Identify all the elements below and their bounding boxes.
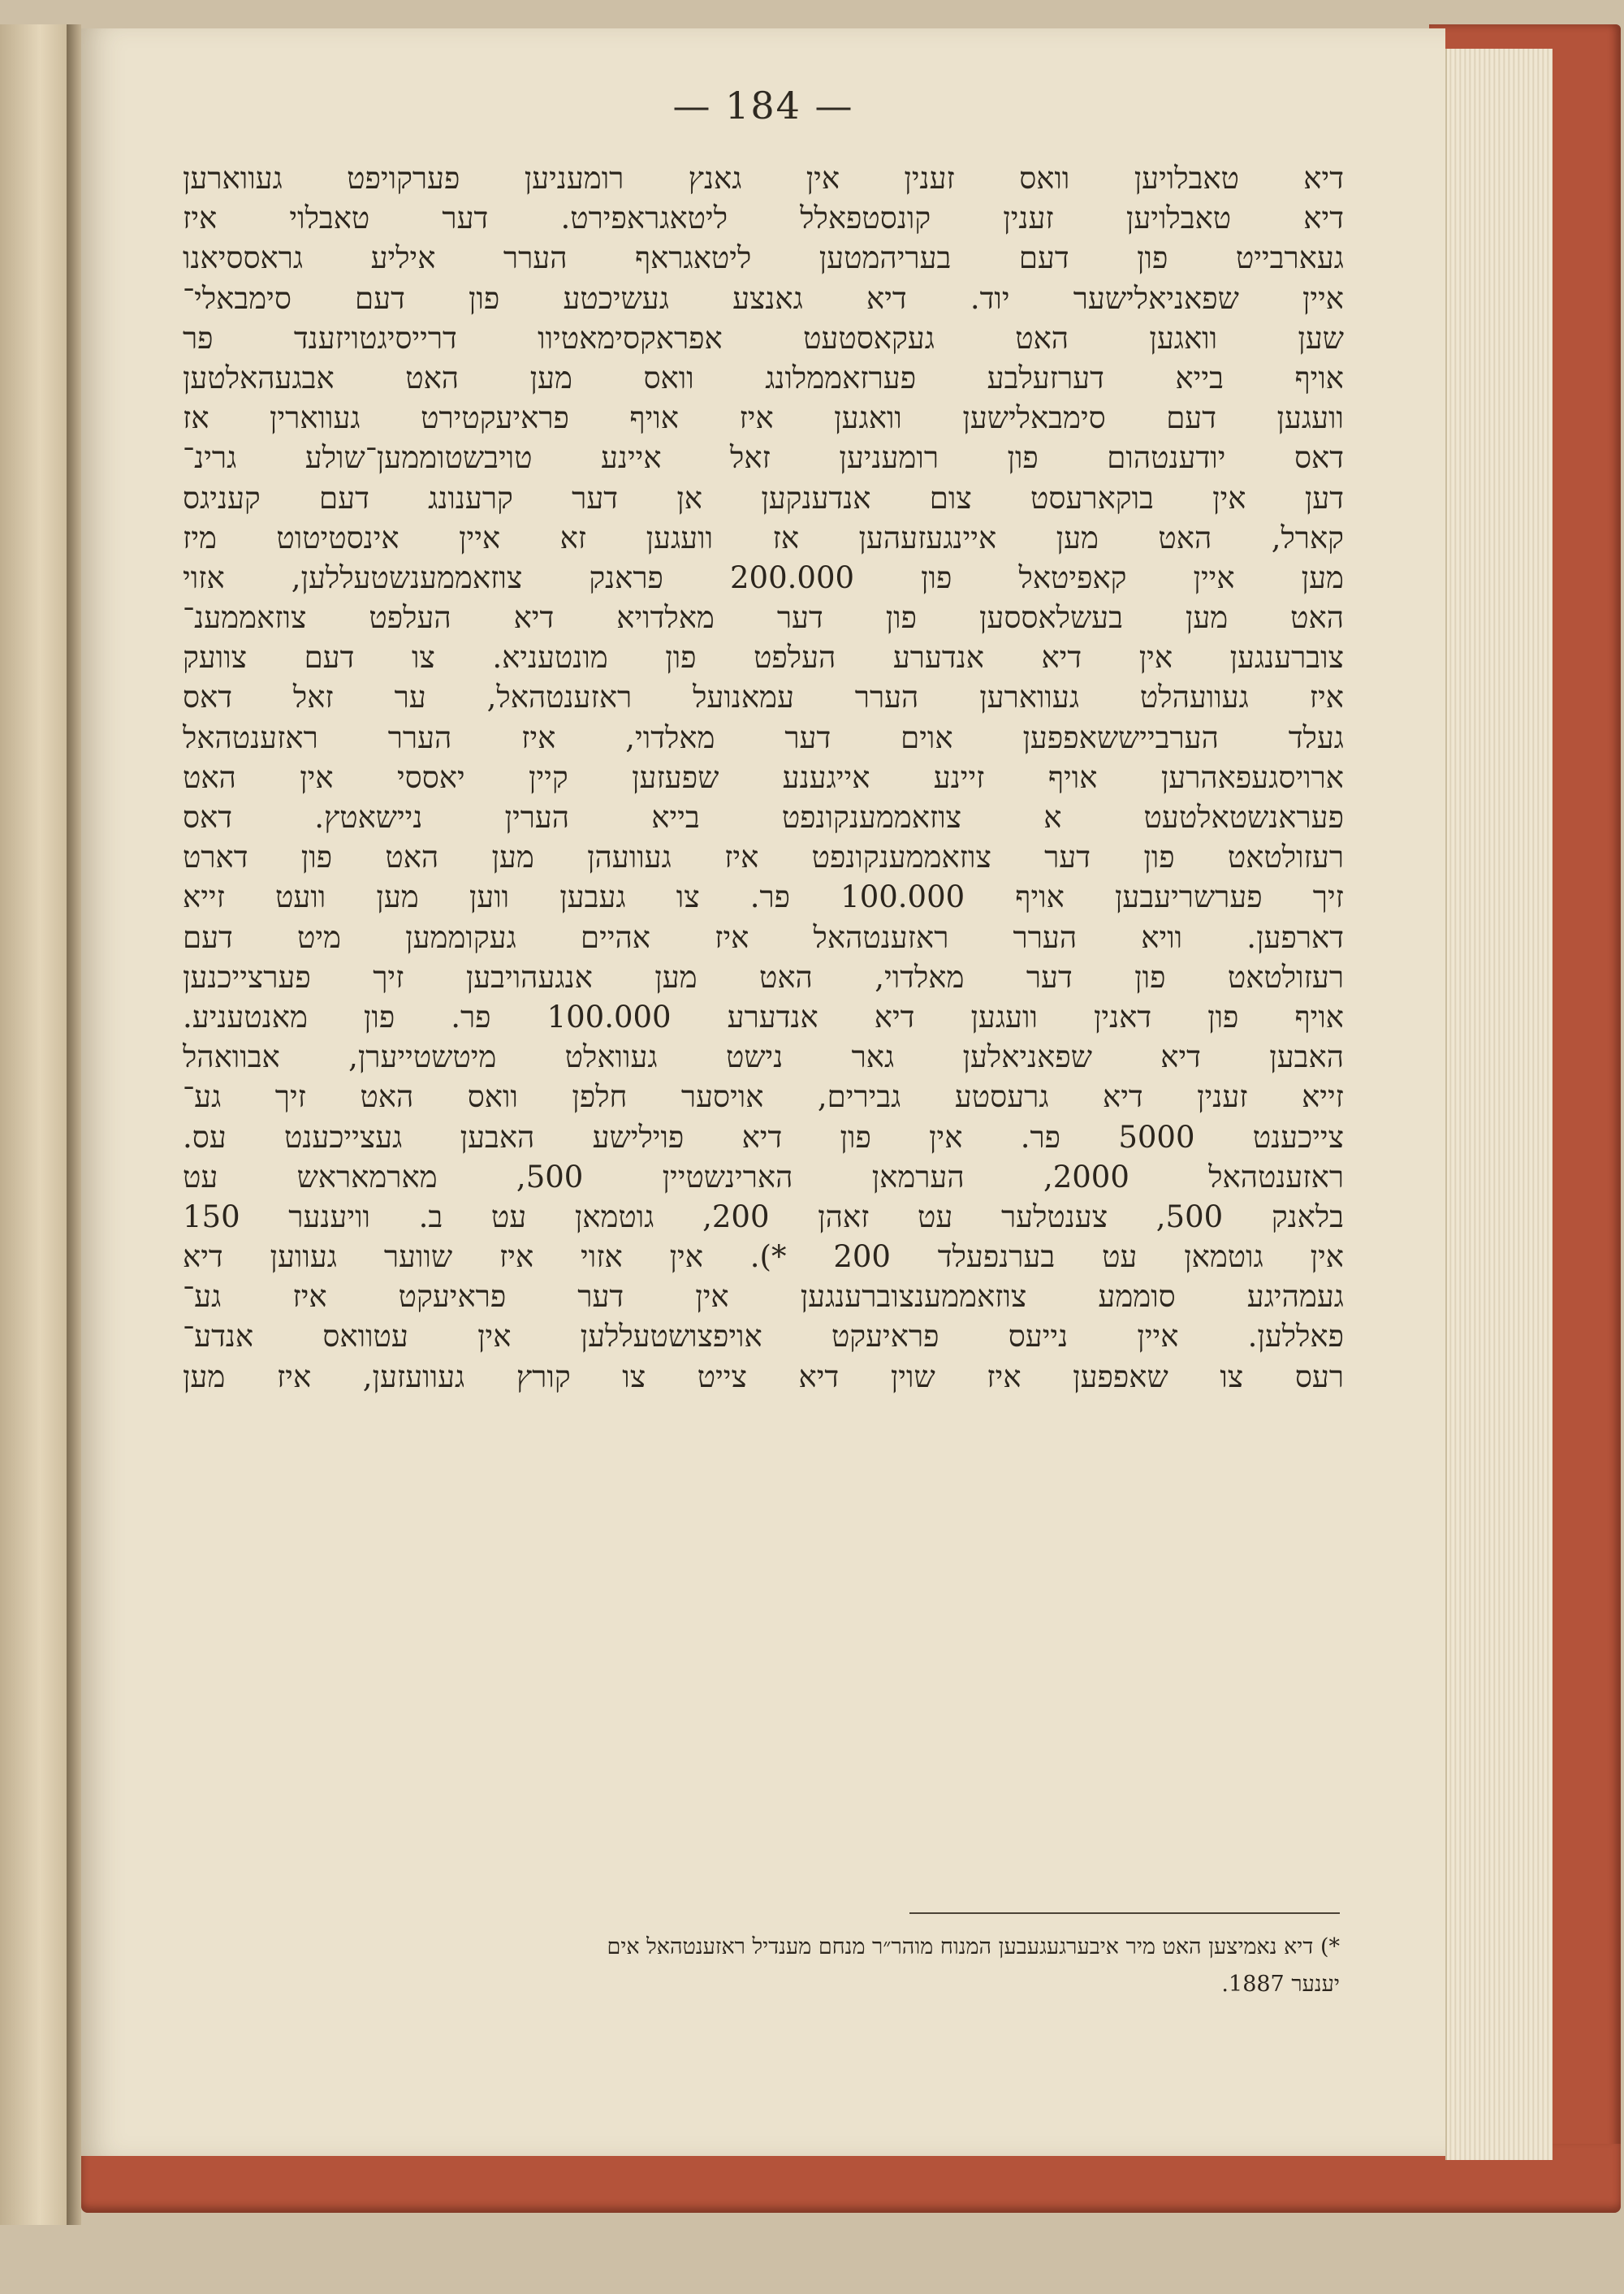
page-number: — 184 — (672, 84, 854, 127)
text-line: דיא טאבלויען וואס זענין אין גאנץ רומעניען פערקויפט געווארען (183, 161, 1344, 196)
text-line: קארל, האט מען איינגעזעהען אז וועגען זא איין אינסטיטוט מיז (183, 520, 1344, 555)
text-line: בלאנק 500, צענטלער עט זאהן 200, גוטמאן עט ב. וויענער 150 (183, 1199, 1344, 1234)
text-line: רעס צו שאפפען איז שוין דיא צייט צו קורץ געוועזען, איז מען (183, 1359, 1344, 1394)
footnote-line: *) דיא נאמיצען האט מיר איבערגעגעבען המנוח מוהר״ר מנחם מענדיל ראזענטהאל אים (607, 1934, 1340, 1959)
text-line: געמהיגע סוממע צוזאממענצוברענגען אין דער פראיעקט איז גע־ (183, 1279, 1344, 1315)
body-text (183, 158, 1344, 1397)
text-line: ראזענטהאל 2000, הערמאן הארינשטיין 500, מארמאראש עט (183, 1159, 1344, 1195)
book-page (81, 28, 1445, 2156)
text-line: אויף פון דאנין וועגען דיא אנדערע 100.000 פר. פון מאנטעניע. (183, 999, 1344, 1035)
text-line: דיא טאבלויען זענין קונסטפאלל ליטאגראפירט. דער טאבלוי איז (183, 201, 1344, 236)
text-line: וועגען דעם סימבאלישען וואגען איז אויף פראיעקטירט געווארין אז (183, 400, 1344, 436)
text-line: זיך פערשריעבען אויף 100.000 פר. צו געבען ווען מען וועט זייא (183, 879, 1344, 915)
text-line: רעזולטאט פון דער צוזאממענקונפט איז געוועהן מען האט פון דארט (183, 840, 1344, 875)
text-line: פעראנשטאלטעט א צוזאממענקונפט בייא הערין ניישאטץ. דאס (183, 800, 1344, 835)
book-gutter (67, 24, 81, 2225)
text-line: צוברענגען אין דיא אנדערע העלפט פון מונטעניא. צו דעם צוועק (183, 640, 1344, 676)
text-line: זייא זענין דיא גרעסטע גבירים, אויסער חלפן וואס האט זיך גע־ (183, 1079, 1344, 1115)
text-line: צייכענט 5000 פר. אין פון דיא פוילישע האבען געצייכענט עס. (183, 1119, 1344, 1155)
text-line: דען אין בוקארעסט צום אנדענקען אן דער קרענונג דעם קעניגס (183, 480, 1344, 516)
text-line: האבען דיא שפאניאלען גאר נישט געוואלט מיטשטייערן, אבוואהל (183, 1039, 1344, 1075)
text-line: דאס יודענטהום פון רומעניען זאל איינע טויבשטוממען־שולע גרינ־ (183, 440, 1344, 476)
text-line: איז געוועהלט געווארען הערר עמאנועל ראזענטהאל, ער זאל דאס (183, 680, 1344, 715)
text-line: רעזולטאט פון דער מאלדוי, האט מען אנגעהויבען זיך פערצייכנען (183, 959, 1344, 995)
footnote-rule (909, 1912, 1340, 1914)
text-line: פאללען. איין נייעס פראיעקט אויפצושטעללען אין עטוואס אנדע־ (183, 1319, 1344, 1354)
text-line: איין שפאניאלישער יוד. דיא גאנצע געשיכטע פון דעם סימבאלי־ (183, 280, 1344, 316)
text-line: האט מען בעשלאססען פון דער מאלדויא דיא העלפט צוזאממענ־ (183, 600, 1344, 636)
page-edges (1445, 49, 1553, 2160)
text-line: געארבייט פון דעם בעריהמטען ליטאגראף הערר איליע גראססיאנו (183, 240, 1344, 276)
text-line: אין גוטמאן עט בערנפעלד 200 *). אין אזוי איז שווער געווען דיא (183, 1239, 1344, 1275)
text-line: אויף בייא דערזעלבע פערזאממלונג וואס מען האט אבגעהאלטען (183, 360, 1344, 395)
text-line: דארפען. וויא הערר ראזענטהאל איז אהיים געקוממען מיט דעם (183, 919, 1344, 955)
text-line: געלד הערבייששאפפען אוים דער מאלדוי, איז הערר ראזענטהאל (183, 719, 1344, 755)
footnote-line: יענער 1887. (1221, 1972, 1340, 1997)
text-line: מען איין קאפיטאל פון 200.000 פראנק צוזאממענשטעללען, אזוי (183, 559, 1344, 595)
facing-page-edge (0, 24, 68, 2225)
footnote (256, 1929, 1340, 2003)
text-line: ארויסגעפאהרען אויף זיינע אייגענע שפעזען קיין יאססי אין האט (183, 759, 1344, 795)
text-line: שען וואגען האט געקאסטעט אפראקסימאטיוו דרייסיגטויזענד פר (183, 320, 1344, 356)
